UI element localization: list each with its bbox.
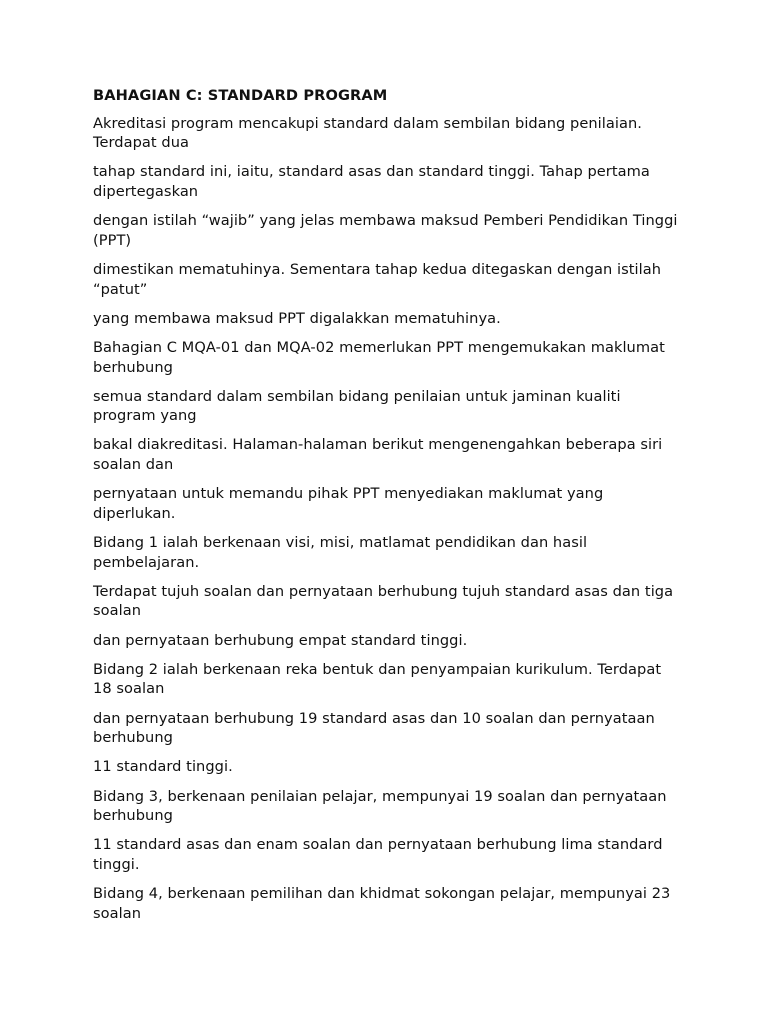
paragraph: 11 standard asas dan enam soalan dan pernyataan berhubung lima standard tinggi. [93, 836, 663, 873]
paragraph: Bidang 1 ialah berkenaan visi, misi, matlamat pendidikan dan hasil pembelajaran. [93, 534, 588, 571]
paragraph: Akreditasi program mencakupi standard dalam sembilan bidang penilaian. Terdapat dua [93, 114, 642, 152]
paragraph: dimestikan mematuhinya. Sementara tahap kedua ditegaskan dengan istilah “patut” [93, 260, 662, 298]
paragraph: semua standard dalam sembilan bidang penilaian untuk jaminan kualiti program yang [93, 387, 621, 425]
paragraph: Bahagian C MQA-01 dan MQA-02 memerlukan PPT mengemukakan maklumat berhubung [93, 338, 665, 376]
document-body [93, 86, 683, 933]
paragraph: tahap standard ini, iaitu, standard asas dan standard tinggi. Tahap pertama dipertegaskan [93, 163, 650, 200]
paragraph: dan pernyataan berhubung empat standard tinggi. [93, 631, 468, 649]
section-heading: BAHAGIAN C: STANDARD PROGRAM [93, 87, 388, 104]
paragraph: dengan istilah “wajib” yang jelas membawa maksud Pemberi Pendidikan Tinggi (PPT) [93, 212, 678, 249]
paragraph: pernyataan untuk memandu pihak PPT menyediakan maklumat yang diperlukan. [93, 485, 604, 522]
paragraph: Bidang 4, berkenaan pemilihan dan khidmat sokongan pelajar, mempunyai 23 soalan [93, 885, 671, 922]
paragraph: Terdapat tujuh soalan dan pernyataan berhubung tujuh standard asas dan tiga soalan [93, 582, 674, 620]
paragraph: yang membawa maksud PPT digalakkan mematuhinya. [93, 309, 501, 327]
paragraph: bakal diakreditasi. Halaman-halaman berikut mengenengahkan beberapa siri soalan dan [93, 436, 663, 474]
paragraph: dan pernyataan berhubung 19 standard asas dan 10 soalan dan pernyataan berhubung [93, 709, 655, 747]
paragraph: 11 standard tinggi. [93, 758, 233, 776]
paragraph: Bidang 2 ialah berkenaan reka bentuk dan penyampaian kurikulum. Terdapat 18 soalan [93, 660, 662, 698]
paragraph: Bidang 3, berkenaan penilaian pelajar, mempunyai 19 soalan dan pernyataan berhubung [93, 787, 667, 825]
